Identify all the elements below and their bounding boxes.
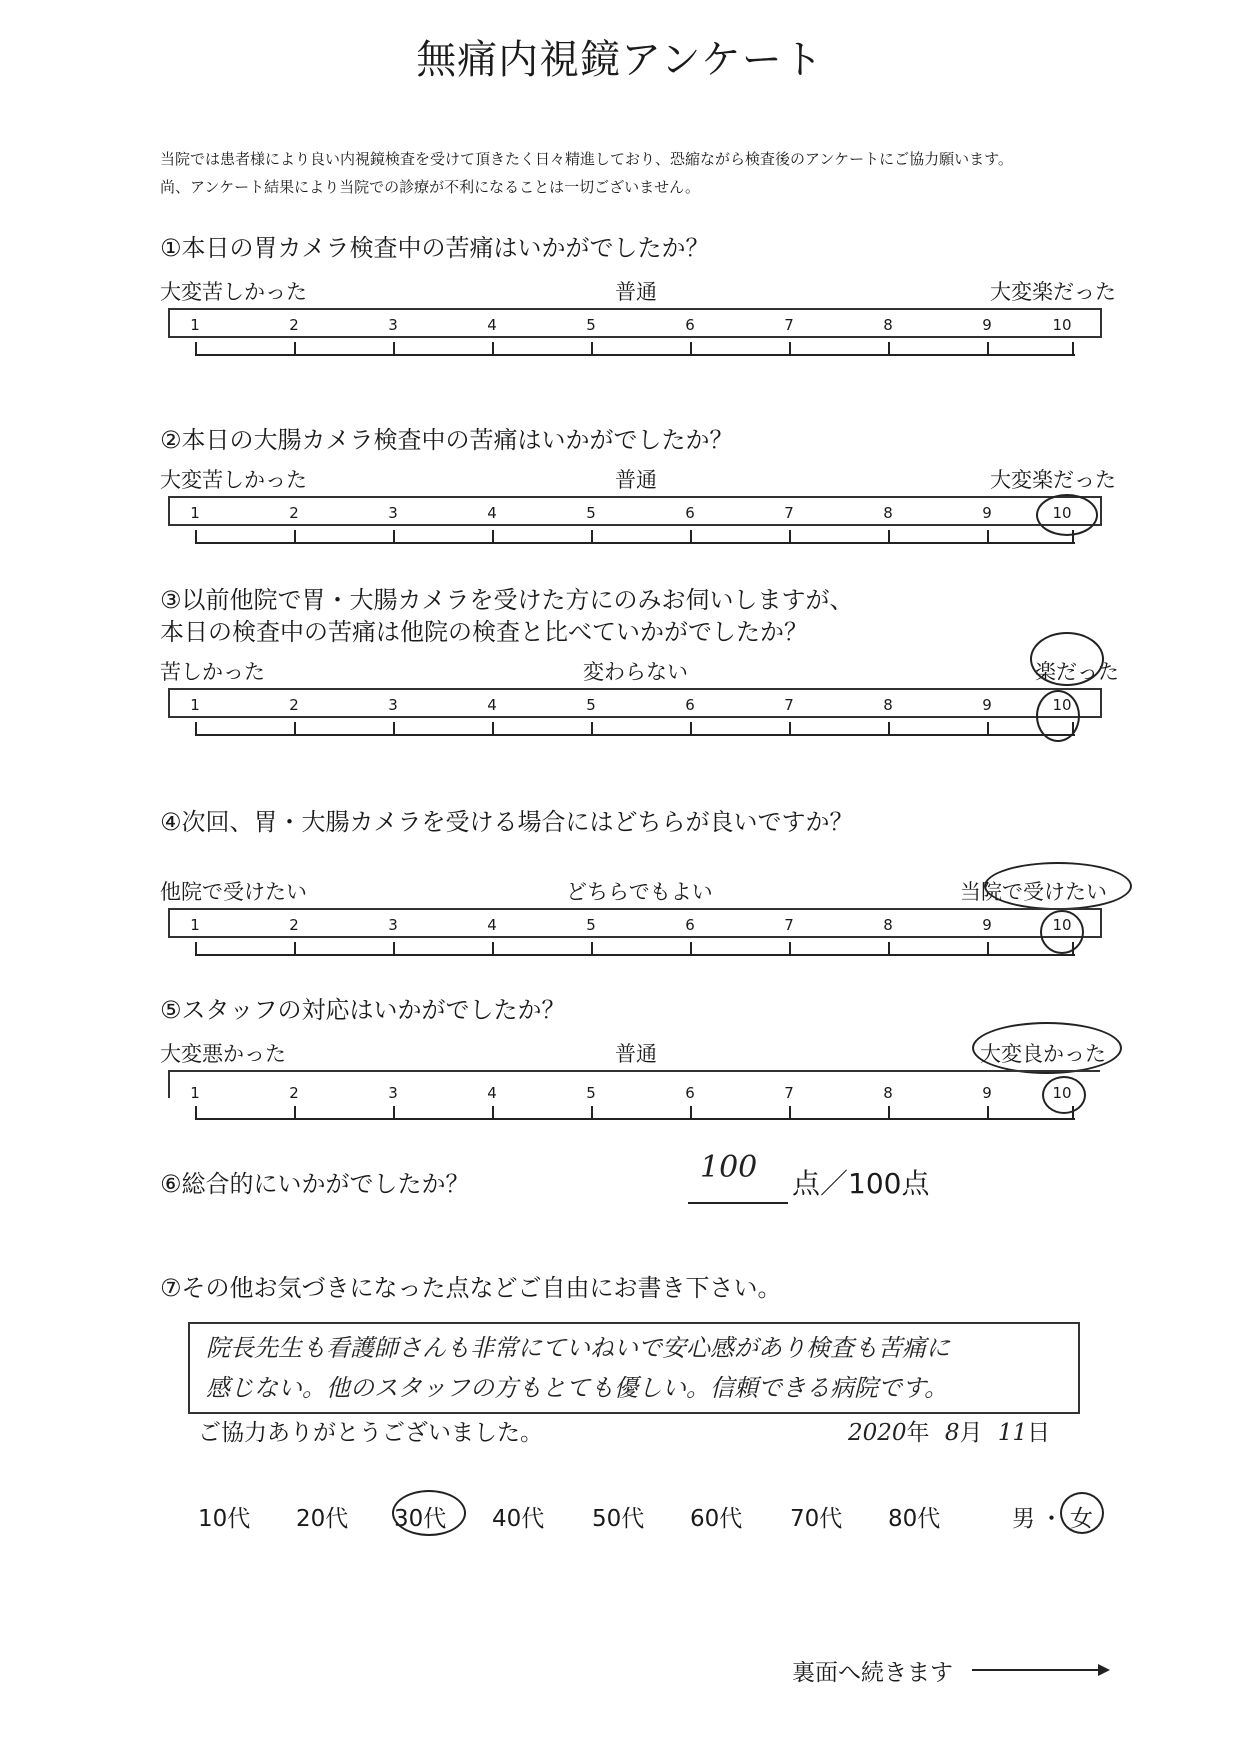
q4-scale-tick xyxy=(789,942,791,956)
q5-scale-number-9: 9 xyxy=(982,1084,992,1102)
q3-scale-tick xyxy=(1072,722,1074,736)
question-1: ①本日の胃カメラ検査中の苦痛はいかがでしたか？ xyxy=(160,234,710,262)
q4-scale-number-3: 3 xyxy=(388,916,398,934)
q6-score-suffix: 点／100点 xyxy=(792,1167,930,1200)
q4-scale-number-5: 5 xyxy=(586,916,596,934)
q4-label-right: 当院で受けたい xyxy=(960,880,1107,904)
q5-scale-number-10: 10 xyxy=(1052,1084,1072,1102)
q1-scale-number-10: 10 xyxy=(1052,316,1072,334)
q1-scale-tick xyxy=(195,342,197,356)
q3-scale-tick xyxy=(888,722,890,736)
q1-scale-number-3: 3 xyxy=(388,316,398,334)
q5-scale-tick xyxy=(789,1106,791,1120)
q2-scale-number-10: 10 xyxy=(1052,504,1072,522)
q3-label-right: 楽だった xyxy=(1035,660,1119,684)
q1-scale-number-8: 8 xyxy=(883,316,893,334)
q1-scale-tick xyxy=(1072,342,1074,356)
q4-scale-number-4: 4 xyxy=(487,916,497,934)
q5-scale-number-3: 3 xyxy=(388,1084,398,1102)
question-7: ⑦その他お気づきになった点などご自由にお書き下さい。 xyxy=(160,1274,782,1302)
age-option-40s: 40代 xyxy=(492,1506,545,1532)
q5-scale-tick xyxy=(492,1106,494,1120)
q3-scale-number-8: 8 xyxy=(883,696,893,714)
q6-handwritten-score: 100 xyxy=(700,1150,758,1185)
q4-scale-tick xyxy=(195,942,197,956)
q3-scale-tick xyxy=(294,722,296,736)
q1-scale-number-6: 6 xyxy=(685,316,695,334)
date-day-unit: 日 xyxy=(1027,1420,1051,1446)
age-option-60s: 60代 xyxy=(690,1506,743,1532)
q2-label-mid: 普通 xyxy=(615,468,657,492)
question-5: ⑤スタッフの対応はいかがでしたか？ xyxy=(160,996,566,1024)
page-title: 無痛内視鏡アンケート xyxy=(416,37,824,83)
q1-scale-number-1: 1 xyxy=(190,316,200,334)
q3-label-mid: 変わらない xyxy=(583,660,688,684)
date-month-unit: 月 xyxy=(959,1420,983,1446)
q2-scale-number-1: 1 xyxy=(190,504,200,522)
q4-scale-number-2: 2 xyxy=(289,916,299,934)
q2-scale-tick xyxy=(591,530,593,544)
q5-scale-tick xyxy=(1072,1106,1074,1120)
q2-label-left: 大変苦しかった xyxy=(160,468,307,492)
q2-scale-tick xyxy=(789,530,791,544)
q1-scale-number-4: 4 xyxy=(487,316,497,334)
q2-label-right: 大変楽だった xyxy=(990,468,1116,492)
age-option-30s: 30代 xyxy=(394,1506,447,1532)
q3-scale-number-5: 5 xyxy=(586,696,596,714)
q1-scale-tick xyxy=(393,342,395,356)
q5-scale-number-6: 6 xyxy=(685,1084,695,1102)
age-option-70s: 70代 xyxy=(790,1506,843,1532)
q2-scale-tick xyxy=(195,530,197,544)
q3-label-left: 苦しかった xyxy=(160,660,265,684)
q1-scale-tick xyxy=(987,342,989,356)
q4-scale-number-8: 8 xyxy=(883,916,893,934)
q3-scale-number-10: 10 xyxy=(1052,696,1072,714)
q5-scale-number-2: 2 xyxy=(289,1084,299,1102)
age-option-80s: 80代 xyxy=(888,1506,941,1532)
q2-scale-number-8: 8 xyxy=(883,504,893,522)
q1-scale-tick xyxy=(591,342,593,356)
gender-male: 男 xyxy=(1012,1506,1035,1532)
age-option-50s: 50代 xyxy=(592,1506,645,1532)
q4-label-mid: どちらでもよい xyxy=(566,880,713,904)
q3-scale-tick xyxy=(789,722,791,736)
q2-scale-number-6: 6 xyxy=(685,504,695,522)
date-year: 2020 xyxy=(848,1420,907,1446)
date-year-unit: 年 xyxy=(906,1420,930,1446)
q3-scale-tick xyxy=(492,722,494,736)
q4-scale-tick xyxy=(492,942,494,956)
q5-scale-tick xyxy=(987,1106,989,1120)
q3-scale-number-4: 4 xyxy=(487,696,497,714)
q4-scale-tick xyxy=(1072,942,1074,956)
q5-scale-tick xyxy=(888,1106,890,1120)
q2-scale-tick xyxy=(690,530,692,544)
q5-scale-tick xyxy=(195,1106,197,1120)
q1-scale-tick xyxy=(492,342,494,356)
q1-scale-number-2: 2 xyxy=(289,316,299,334)
q2-scale-number-2: 2 xyxy=(289,504,299,522)
q2-scale-number-3: 3 xyxy=(388,504,398,522)
q5-label-right: 大変良かった xyxy=(980,1042,1106,1066)
q5-scale-tick xyxy=(591,1106,593,1120)
question-2: ②本日の大腸カメラ検査中の苦痛はいかがでしたか？ xyxy=(160,426,734,454)
continue-note: 裏面へ続きます xyxy=(792,1660,953,1686)
q3-scale-tick xyxy=(690,722,692,736)
q3-scale-number-3: 3 xyxy=(388,696,398,714)
question-6: ⑥総合的にいかがでしたか？ xyxy=(160,1170,470,1198)
intro-line-1: 当院では患者様により良い内視鏡検査を受けて頂きたく日々精進しており、恐縮ながら検査後のアンケートにご協力願います。 xyxy=(160,150,1013,168)
q1-label-right: 大変楽だった xyxy=(990,280,1116,304)
q4-scale-number-6: 6 xyxy=(685,916,695,934)
q2-scale-tick xyxy=(888,530,890,544)
q5-scale-tick xyxy=(393,1106,395,1120)
q4-scale-number-10: 10 xyxy=(1052,916,1072,934)
q3-scale-tick xyxy=(591,722,593,736)
intro-line-2: 尚、アンケート結果により当院での診療が不利になることは一切ございません。 xyxy=(160,178,701,196)
q5-scale-number-7: 7 xyxy=(784,1084,794,1102)
q1-scale-number-9: 9 xyxy=(982,316,992,334)
q5-scale-tick xyxy=(294,1106,296,1120)
q1-scale-number-7: 7 xyxy=(784,316,794,334)
age-option-20s: 20代 xyxy=(296,1506,349,1532)
gender-female: 女 xyxy=(1070,1506,1093,1532)
q5-scale-tick xyxy=(690,1106,692,1120)
q2-scale-tick xyxy=(294,530,296,544)
q3-scale-number-2: 2 xyxy=(289,696,299,714)
question-4: ④次回、胃・大腸カメラを受ける場合にはどちらが良いですか？ xyxy=(160,808,854,836)
q5-scale-number-8: 8 xyxy=(883,1084,893,1102)
q3-scale-tick xyxy=(987,722,989,736)
q7-comment-line-1: 院長先生も看護師さんも非常にていねいで安心感があり検査も苦痛に xyxy=(206,1334,950,1362)
q4-scale-tick xyxy=(393,942,395,956)
q7-comment-line-2: 感じない。他のスタッフの方もとても優しい。信頼できる病院です。 xyxy=(206,1374,949,1402)
q1-scale-tick xyxy=(888,342,890,356)
q4-scale-tick xyxy=(690,942,692,956)
q1-scale-tick xyxy=(690,342,692,356)
q3-scale-tick xyxy=(195,722,197,736)
age-option-10s: 10代 xyxy=(198,1506,251,1532)
q3-scale-number-1: 1 xyxy=(190,696,200,714)
q2-scale-tick xyxy=(987,530,989,544)
q5-scale-number-5: 5 xyxy=(586,1084,596,1102)
q5-label-mid: 普通 xyxy=(615,1042,657,1066)
q4-scale-tick xyxy=(294,942,296,956)
q2-scale-tick xyxy=(1072,530,1074,544)
q5-scale-number-1: 1 xyxy=(190,1084,200,1102)
q2-scale-number-5: 5 xyxy=(586,504,596,522)
q2-scale-tick xyxy=(492,530,494,544)
q2-scale-number-9: 9 xyxy=(982,504,992,522)
q5-label-left: 大変悪かった xyxy=(160,1042,286,1066)
q4-scale-tick xyxy=(987,942,989,956)
q4-scale-tick xyxy=(591,942,593,956)
q4-scale-number-1: 1 xyxy=(190,916,200,934)
q2-scale-number-7: 7 xyxy=(784,504,794,522)
q1-scale-tick xyxy=(294,342,296,356)
q1-scale-number-5: 5 xyxy=(586,316,596,334)
q2-scale-tick xyxy=(393,530,395,544)
gender-separator: ・ xyxy=(1040,1506,1063,1532)
date-day: 11 xyxy=(997,1420,1028,1446)
q4-scale-number-7: 7 xyxy=(784,916,794,934)
q3-scale-number-6: 6 xyxy=(685,696,695,714)
q1-label-mid: 普通 xyxy=(615,280,657,304)
q1-scale-tick xyxy=(789,342,791,356)
q4-scale-tick xyxy=(888,942,890,956)
q3-scale-tick xyxy=(393,722,395,736)
question-3-line-1: ③以前他院で胃・大腸カメラを受けた方にのみお伺いしますが、 xyxy=(160,586,854,614)
q5-scale-number-4: 4 xyxy=(487,1084,497,1102)
q2-scale-number-4: 4 xyxy=(487,504,497,522)
q3-scale-number-7: 7 xyxy=(784,696,794,714)
date-month: 8 xyxy=(944,1420,960,1446)
thanks-message: ご協力ありがとうございました。 xyxy=(198,1420,543,1446)
q4-scale-number-9: 9 xyxy=(982,916,992,934)
question-3-line-2: 本日の検査中の苦痛は他院の検査と比べていかがでしたか？ xyxy=(160,618,808,646)
q3-scale-number-9: 9 xyxy=(982,696,992,714)
q4-label-left: 他院で受けたい xyxy=(160,880,307,904)
q1-label-left: 大変苦しかった xyxy=(160,280,307,304)
